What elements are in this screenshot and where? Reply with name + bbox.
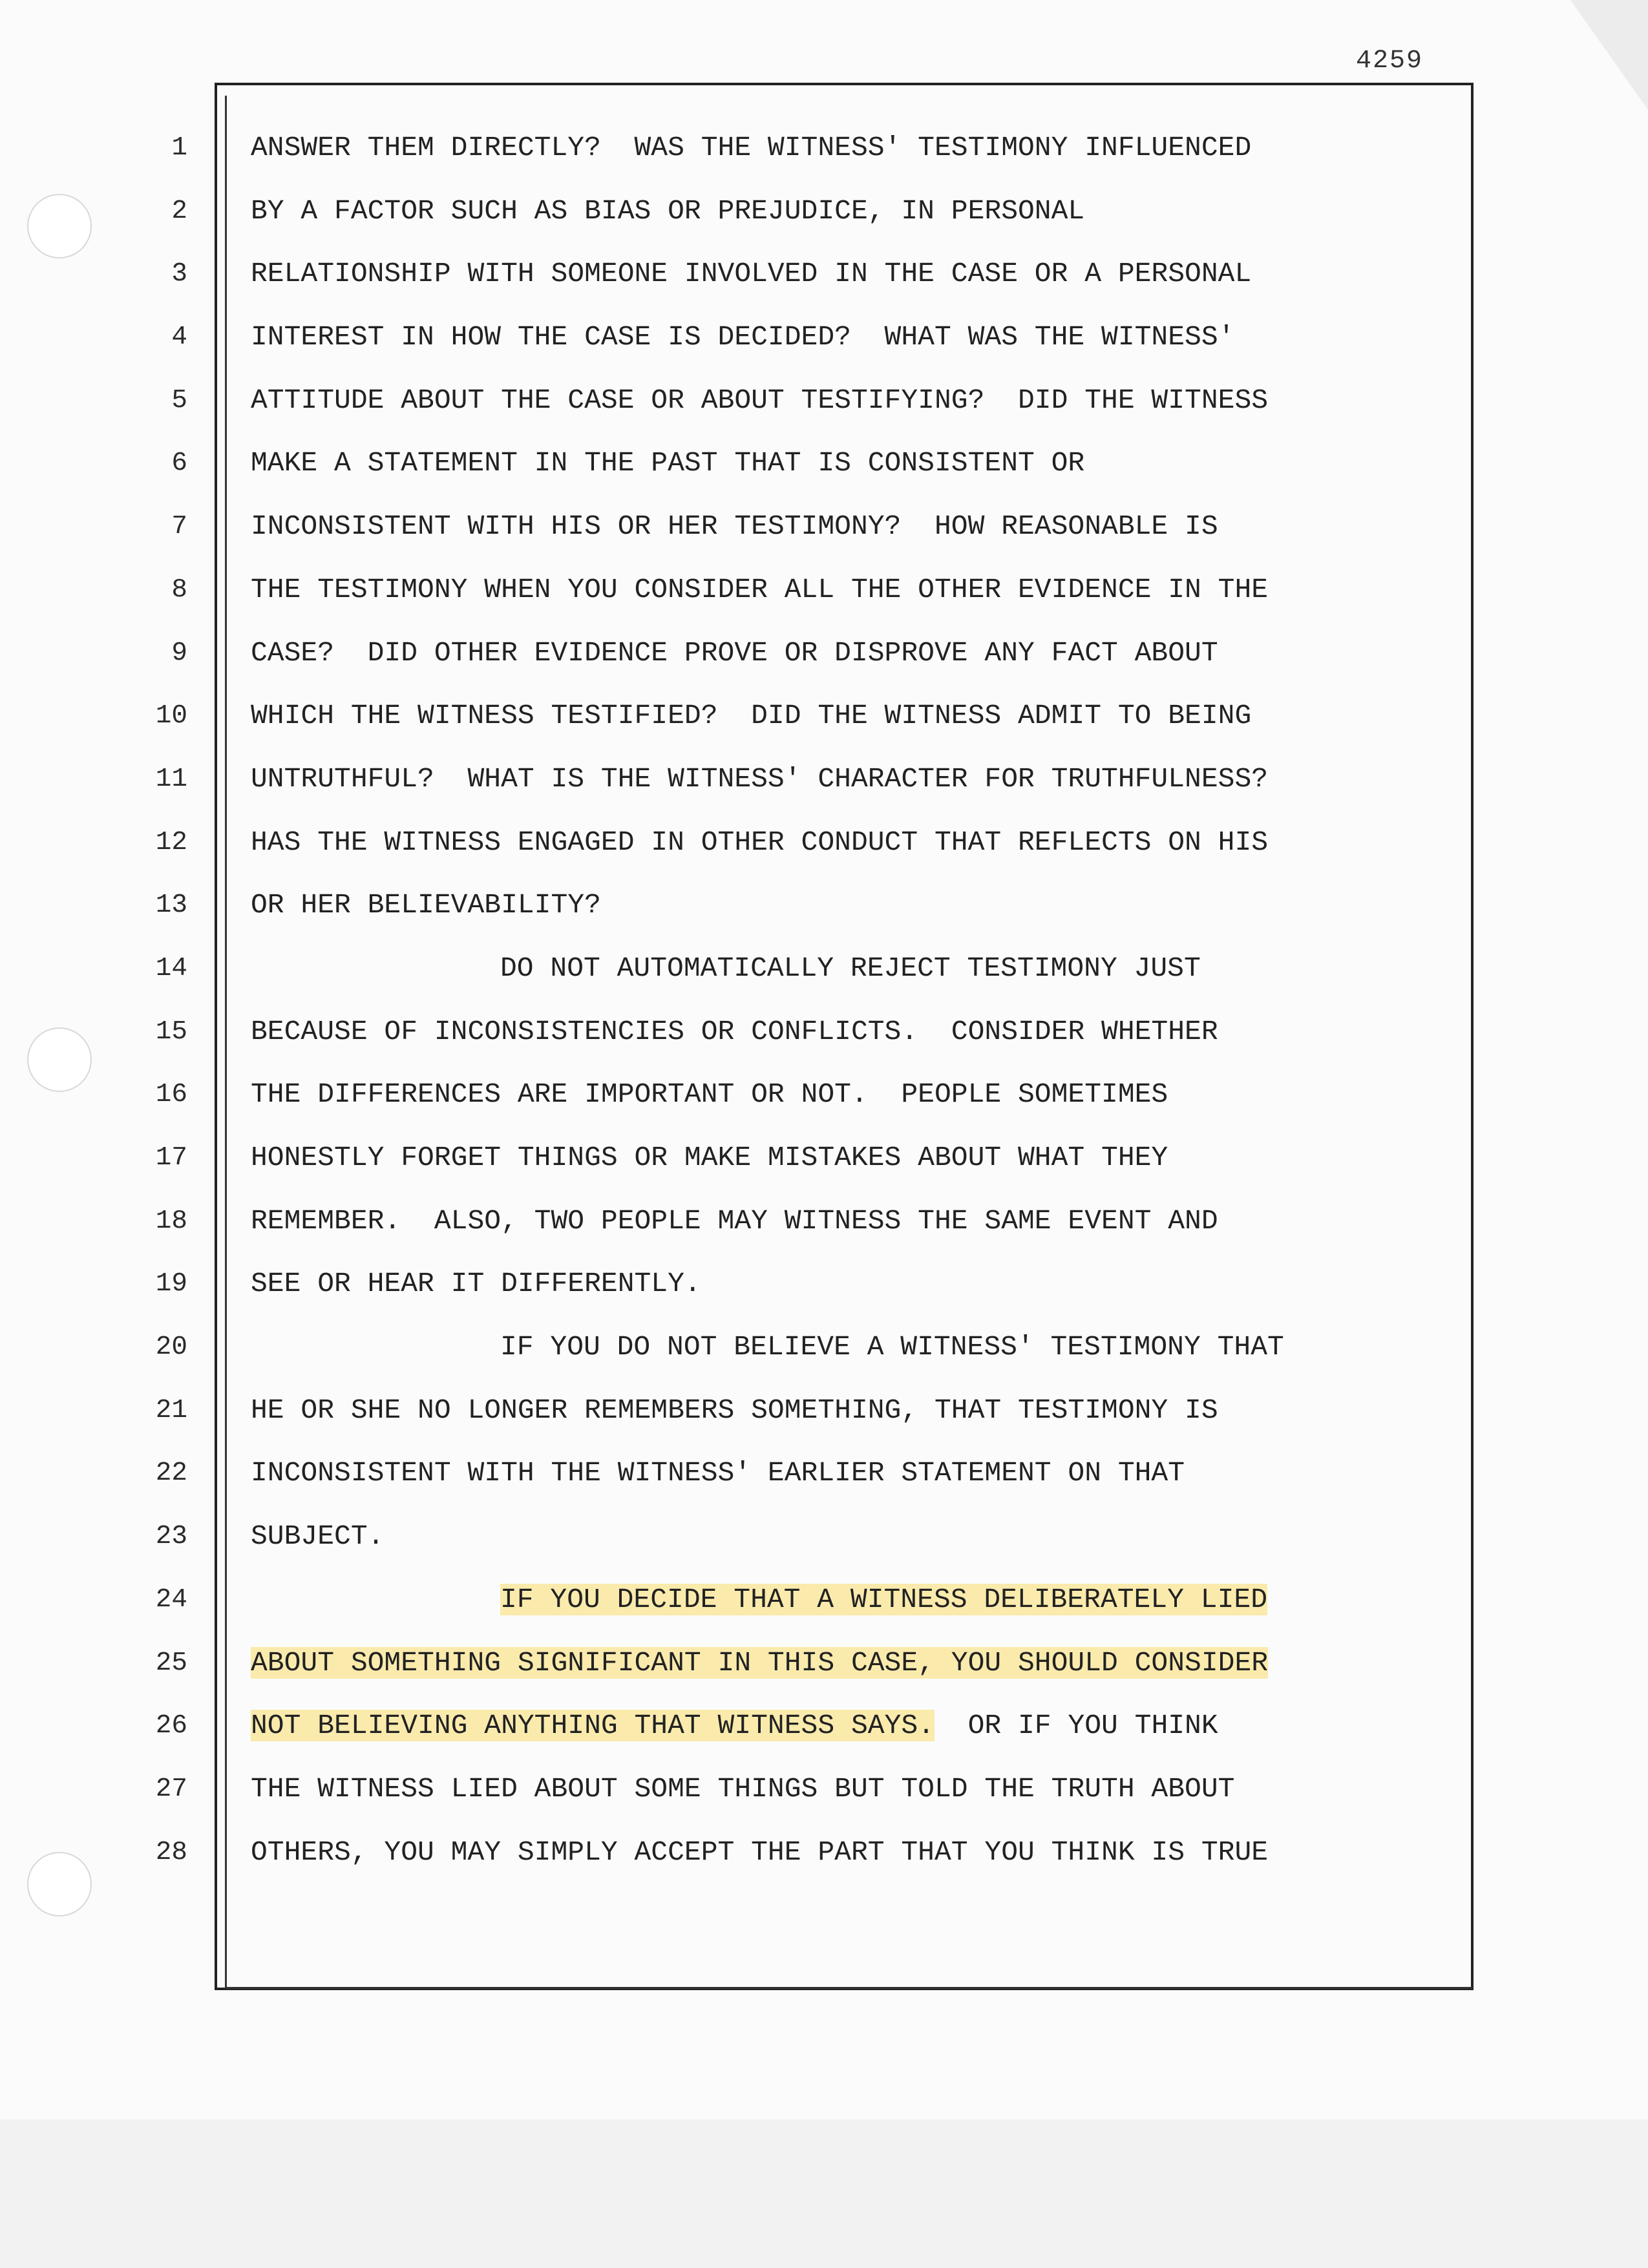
line-number: 25 bbox=[155, 1648, 187, 1678]
transcript-line: IF YOU DO NOT BELIEVE A WITNESS' TESTIMONY THAT bbox=[500, 1331, 1284, 1363]
line-number: 13 bbox=[155, 890, 187, 921]
line-number: 9 bbox=[171, 638, 187, 668]
folded-corner bbox=[1570, 0, 1648, 110]
line-number: 24 bbox=[155, 1584, 187, 1615]
transcript-line: DO NOT AUTOMATICALLY REJECT TESTIMONY JUST bbox=[500, 952, 1201, 984]
line-number: 12 bbox=[155, 827, 187, 857]
highlighted-text: IF YOU DECIDE THAT A WITNESS DELIBERATELY LIED bbox=[500, 1583, 1267, 1615]
line-number: 7 bbox=[171, 512, 187, 542]
punch-hole bbox=[27, 1027, 92, 1092]
transcript-line: ANSWER THEM DIRECTLY? WAS THE WITNESS' TESTIMONY INFLUENCED bbox=[251, 132, 1252, 163]
transcript-line: UNTRUTHFUL? WHAT IS THE WITNESS' CHARACTER FOR TRUTHFULNESS? bbox=[251, 762, 1269, 795]
line-number-column bbox=[116, 127, 187, 1894]
line-number: 1 bbox=[171, 133, 187, 163]
line-number: 18 bbox=[155, 1206, 187, 1236]
line-number: 15 bbox=[155, 1016, 187, 1047]
transcript-line: HAS THE WITNESS ENGAGED IN OTHER CONDUCT THAT REFLECTS ON HIS bbox=[251, 826, 1269, 858]
transcript-line: BY A FACTOR SUCH AS BIAS OR PREJUDICE, IN PERSONAL bbox=[251, 194, 1085, 227]
line-number: 27 bbox=[155, 1774, 187, 1804]
transcript-line: THE DIFFERENCES ARE IMPORTANT OR NOT. PEOPLE SOMETIMES bbox=[251, 1078, 1168, 1111]
line-number: 10 bbox=[155, 701, 187, 731]
transcript-line: ATTITUDE ABOUT THE CASE OR ABOUT TESTIFYING? DID THE WITNESS bbox=[251, 384, 1269, 416]
line-number: 17 bbox=[155, 1143, 187, 1173]
line-number: 21 bbox=[155, 1395, 187, 1425]
transcript-line: INTEREST IN HOW THE CASE IS DECIDED? WHAT WAS THE WITNESS' bbox=[251, 321, 1235, 353]
transcript-line: OTHERS, YOU MAY SIMPLY ACCEPT THE PART THAT YOU THINK IS TRUE bbox=[251, 1836, 1269, 1868]
line-number: 20 bbox=[155, 1332, 187, 1363]
transcript-line: BECAUSE OF INCONSISTENCIES OR CONFLICTS. CONSIDER WHETHER bbox=[251, 1015, 1218, 1047]
transcript-line: INCONSISTENT WITH HIS OR HER TESTIMONY? HOW REASONABLE IS bbox=[251, 510, 1218, 543]
highlighted-text: ABOUT SOMETHING SIGNIFICANT IN THIS CASE, YOU SHOULD CONSIDER bbox=[251, 1646, 1269, 1679]
transcript-line: WHICH THE WITNESS TESTIFIED? DID THE WITNESS ADMIT TO BEING bbox=[251, 700, 1252, 732]
highlighted-text: NOT BELIEVING ANYTHING THAT WITNESS SAYS. bbox=[251, 1710, 935, 1742]
transcript-line: SEE OR HEAR IT DIFFERENTLY. bbox=[251, 1268, 701, 1300]
transcript-line: THE WITNESS LIED ABOUT SOME THINGS BUT TOLD THE TRUTH ABOUT bbox=[251, 1772, 1235, 1805]
line-number: 14 bbox=[155, 953, 187, 983]
transcript-line: INCONSISTENT WITH THE WITNESS' EARLIER STATEMENT ON THAT bbox=[251, 1457, 1185, 1489]
line-number: 22 bbox=[155, 1458, 187, 1489]
line-number: 28 bbox=[155, 1837, 187, 1867]
line-number: 26 bbox=[155, 1711, 187, 1741]
transcript-line bbox=[251, 1579, 1453, 1642]
line-number: 23 bbox=[155, 1522, 187, 1552]
transcript-line: HONESTLY FORGET THINGS OR MAKE MISTAKES ABOUT WHAT THEY bbox=[251, 1142, 1168, 1173]
transcript-line: THE TESTIMONY WHEN YOU CONSIDER ALL THE OTHER EVIDENCE IN THE bbox=[251, 573, 1269, 605]
transcript-line bbox=[251, 1642, 1453, 1705]
transcript-line bbox=[251, 1705, 1453, 1768]
line-number: 11 bbox=[155, 764, 187, 794]
transcript-line: OR HER BELIEVABILITY? bbox=[251, 889, 601, 921]
transcript-body bbox=[251, 127, 1453, 1894]
line-number: 5 bbox=[171, 385, 187, 415]
transcript-line: RELATIONSHIP WITH SOMEONE INVOLVED IN THE CASE OR A PERSONAL bbox=[251, 258, 1252, 290]
line-number: 16 bbox=[155, 1080, 187, 1110]
page-number: 4259 bbox=[1356, 47, 1424, 76]
punch-hole bbox=[27, 1852, 92, 1916]
scanner-background bbox=[0, 2119, 1648, 2268]
line-number: 8 bbox=[171, 574, 187, 605]
line-number: 19 bbox=[155, 1269, 187, 1299]
punch-hole bbox=[27, 194, 92, 258]
transcript-line: MAKE A STATEMENT IN THE PAST THAT IS CONSISTENT OR bbox=[251, 447, 1085, 479]
transcript-line: HE OR SHE NO LONGER REMEMBERS SOMETHING, THAT TESTIMONY IS bbox=[251, 1394, 1218, 1426]
line-number: 6 bbox=[171, 448, 187, 479]
transcript-text: OR IF YOU THINK bbox=[934, 1710, 1218, 1742]
transcript-line: CASE? DID OTHER EVIDENCE PROVE OR DISPROVE ANY FACT ABOUT bbox=[251, 636, 1218, 669]
transcript-line: REMEMBER. ALSO, TWO PEOPLE MAY WITNESS THE SAME EVENT AND bbox=[251, 1204, 1218, 1237]
transcript-line: SUBJECT. bbox=[251, 1520, 385, 1553]
line-number: 3 bbox=[171, 259, 187, 289]
line-number: 2 bbox=[171, 196, 187, 226]
line-number: 4 bbox=[171, 322, 187, 353]
